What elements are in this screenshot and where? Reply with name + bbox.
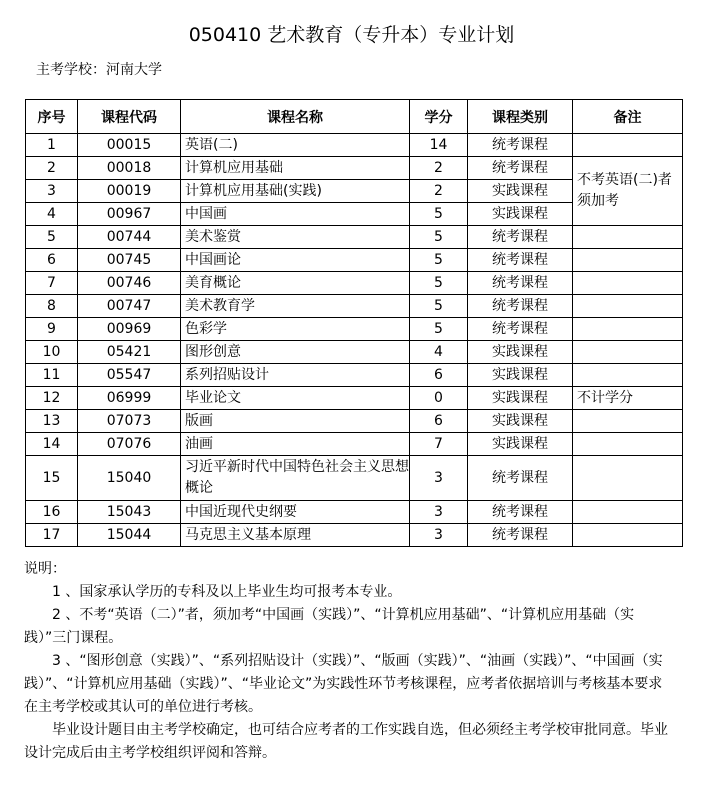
table-row (26, 272, 683, 295)
cell-name: 习近平新时代中国特色社会主义思想概论 (181, 456, 410, 501)
cell-credit: 3 (410, 456, 468, 501)
cell-code: 07073 (78, 410, 181, 433)
table-row (26, 456, 683, 501)
cell-code: 05421 (78, 341, 181, 364)
cell-type: 统考课程 (468, 318, 573, 341)
cell-no: 9 (26, 318, 78, 341)
cell-no: 8 (26, 295, 78, 318)
cell-type: 实践课程 (468, 341, 573, 364)
cell-name: 色彩学 (181, 318, 410, 341)
cell-no: 16 (26, 501, 78, 524)
cell-remark (573, 456, 683, 501)
cell-remark (573, 524, 683, 547)
header-type: 课程类别 (468, 100, 573, 134)
cell-name: 油画 (181, 433, 410, 456)
note-item-2: 2 、不考“英语（二）”者，须加考“中国画（实践）”、“计算机应用基础”、“计算机应用基础（实践）”三门课程。 (24, 607, 635, 646)
page-title: 050410 艺术教育（专升本）专业计划 (188, 24, 515, 46)
table-row (26, 433, 683, 456)
cell-no: 12 (26, 387, 78, 410)
cell-credit: 3 (410, 524, 468, 547)
table-header-row (26, 100, 683, 134)
cell-credit: 5 (410, 226, 468, 249)
cell-remark (573, 364, 683, 387)
cell-credit: 4 (410, 341, 468, 364)
cell-credit: 5 (410, 249, 468, 272)
cell-remark (573, 272, 683, 295)
cell-code: 00745 (78, 249, 181, 272)
cell-name: 中国画 (181, 203, 410, 226)
cell-code: 00744 (78, 226, 181, 249)
header-code: 课程代码 (78, 100, 181, 134)
cell-credit: 5 (410, 295, 468, 318)
cell-name: 中国近现代史纲要 (181, 501, 410, 524)
cell-no: 4 (26, 203, 78, 226)
cell-credit: 5 (410, 318, 468, 341)
notes-section (24, 558, 674, 765)
cell-credit: 14 (410, 134, 468, 157)
cell-credit: 0 (410, 387, 468, 410)
remark-english-exempt: 不考英语(二)者须加考 (573, 157, 683, 226)
cell-no: 1 (26, 134, 78, 157)
notes-heading: 说明： (24, 561, 66, 577)
header-name: 课程名称 (181, 100, 410, 134)
cell-name: 中国画论 (181, 249, 410, 272)
cell-name: 美术鉴赏 (181, 226, 410, 249)
table-row (26, 410, 683, 433)
course-plan-table (25, 99, 683, 547)
cell-type: 实践课程 (468, 364, 573, 387)
header-no: 序号 (26, 100, 78, 134)
cell-no: 3 (26, 180, 78, 203)
cell-no: 14 (26, 433, 78, 456)
table-row (26, 501, 683, 524)
table-row (26, 524, 683, 547)
table-row (26, 341, 683, 364)
header-credit: 学分 (410, 100, 468, 134)
cell-code: 00969 (78, 318, 181, 341)
cell-name: 系列招贴设计 (181, 364, 410, 387)
cell-type: 统考课程 (468, 456, 573, 501)
table-row (26, 387, 683, 410)
cell-no: 13 (26, 410, 78, 433)
cell-code: 15044 (78, 524, 181, 547)
note-item-3: 3 、“图形创意（实践）”、“系列招贴设计（实践）”、“版画（实践）”、“油画（实践）”、“中国画（实践）”、“计算机应用基础（实践）”、“毕业论文”为实践性环节考核课程，应考者依据培训与考核基本要求在主考学校或其认可的单位进行考核。 (24, 653, 663, 715)
cell-no: 7 (26, 272, 78, 295)
cell-type: 实践课程 (468, 433, 573, 456)
cell-type: 统考课程 (468, 157, 573, 180)
cell-type: 统考课程 (468, 295, 573, 318)
cell-name: 图形创意 (181, 341, 410, 364)
cell-code: 06999 (78, 387, 181, 410)
note-item-1: 1 、国家承认学历的专科及以上毕业生均可报考本专业。 (52, 584, 402, 600)
cell-no: 5 (26, 226, 78, 249)
table-row (26, 318, 683, 341)
cell-remark (573, 341, 683, 364)
cell-type: 统考课程 (468, 226, 573, 249)
cell-type: 统考课程 (468, 524, 573, 547)
cell-credit: 5 (410, 203, 468, 226)
header-remark: 备注 (573, 100, 683, 134)
exam-school: 主考学校：河南大学 (36, 62, 162, 78)
cell-type: 统考课程 (468, 272, 573, 295)
cell-code: 00746 (78, 272, 181, 295)
cell-type: 统考课程 (468, 501, 573, 524)
cell-type: 实践课程 (468, 410, 573, 433)
cell-credit: 7 (410, 433, 468, 456)
cell-remark (573, 249, 683, 272)
cell-remark (573, 410, 683, 433)
cell-remark (573, 318, 683, 341)
table-row (26, 249, 683, 272)
cell-credit: 2 (410, 157, 468, 180)
cell-name: 美育概论 (181, 272, 410, 295)
cell-code: 15040 (78, 456, 181, 501)
cell-no: 15 (26, 456, 78, 501)
table-row (26, 134, 683, 157)
cell-remark (573, 226, 683, 249)
cell-name: 计算机应用基础(实践) (181, 180, 410, 203)
cell-name: 美术教育学 (181, 295, 410, 318)
cell-code: 15043 (78, 501, 181, 524)
table-row (26, 226, 683, 249)
cell-remark (573, 295, 683, 318)
table-row (26, 295, 683, 318)
cell-no: 17 (26, 524, 78, 547)
cell-name: 版画 (181, 410, 410, 433)
cell-credit: 3 (410, 501, 468, 524)
cell-code: 00747 (78, 295, 181, 318)
cell-type: 统考课程 (468, 249, 573, 272)
cell-credit: 6 (410, 364, 468, 387)
cell-type: 实践课程 (468, 180, 573, 203)
cell-type: 统考课程 (468, 134, 573, 157)
cell-remark (573, 134, 683, 157)
cell-code: 07076 (78, 433, 181, 456)
cell-name: 英语(二) (181, 134, 410, 157)
cell-code: 00019 (78, 180, 181, 203)
cell-no: 2 (26, 157, 78, 180)
cell-name: 计算机应用基础 (181, 157, 410, 180)
cell-code: 00015 (78, 134, 181, 157)
cell-type: 实践课程 (468, 387, 573, 410)
remark-thesis: 不计学分 (573, 387, 683, 410)
cell-no: 6 (26, 249, 78, 272)
cell-remark (573, 433, 683, 456)
cell-code: 00018 (78, 157, 181, 180)
cell-type: 实践课程 (468, 203, 573, 226)
cell-code: 00967 (78, 203, 181, 226)
cell-no: 11 (26, 364, 78, 387)
cell-credit: 2 (410, 180, 468, 203)
cell-credit: 6 (410, 410, 468, 433)
cell-credit: 5 (410, 272, 468, 295)
table-row (26, 364, 683, 387)
cell-name: 毕业论文 (181, 387, 410, 410)
cell-name: 马克思主义基本原理 (181, 524, 410, 547)
cell-no: 10 (26, 341, 78, 364)
note-item-4: 毕业设计题目由主考学校确定，也可结合应考者的工作实践自选，但必须经主考学校审批同意。毕业设计完成后由主考学校组织评阅和答辩。 (24, 722, 668, 761)
cell-code: 05547 (78, 364, 181, 387)
table-row (26, 157, 683, 180)
cell-remark (573, 501, 683, 524)
